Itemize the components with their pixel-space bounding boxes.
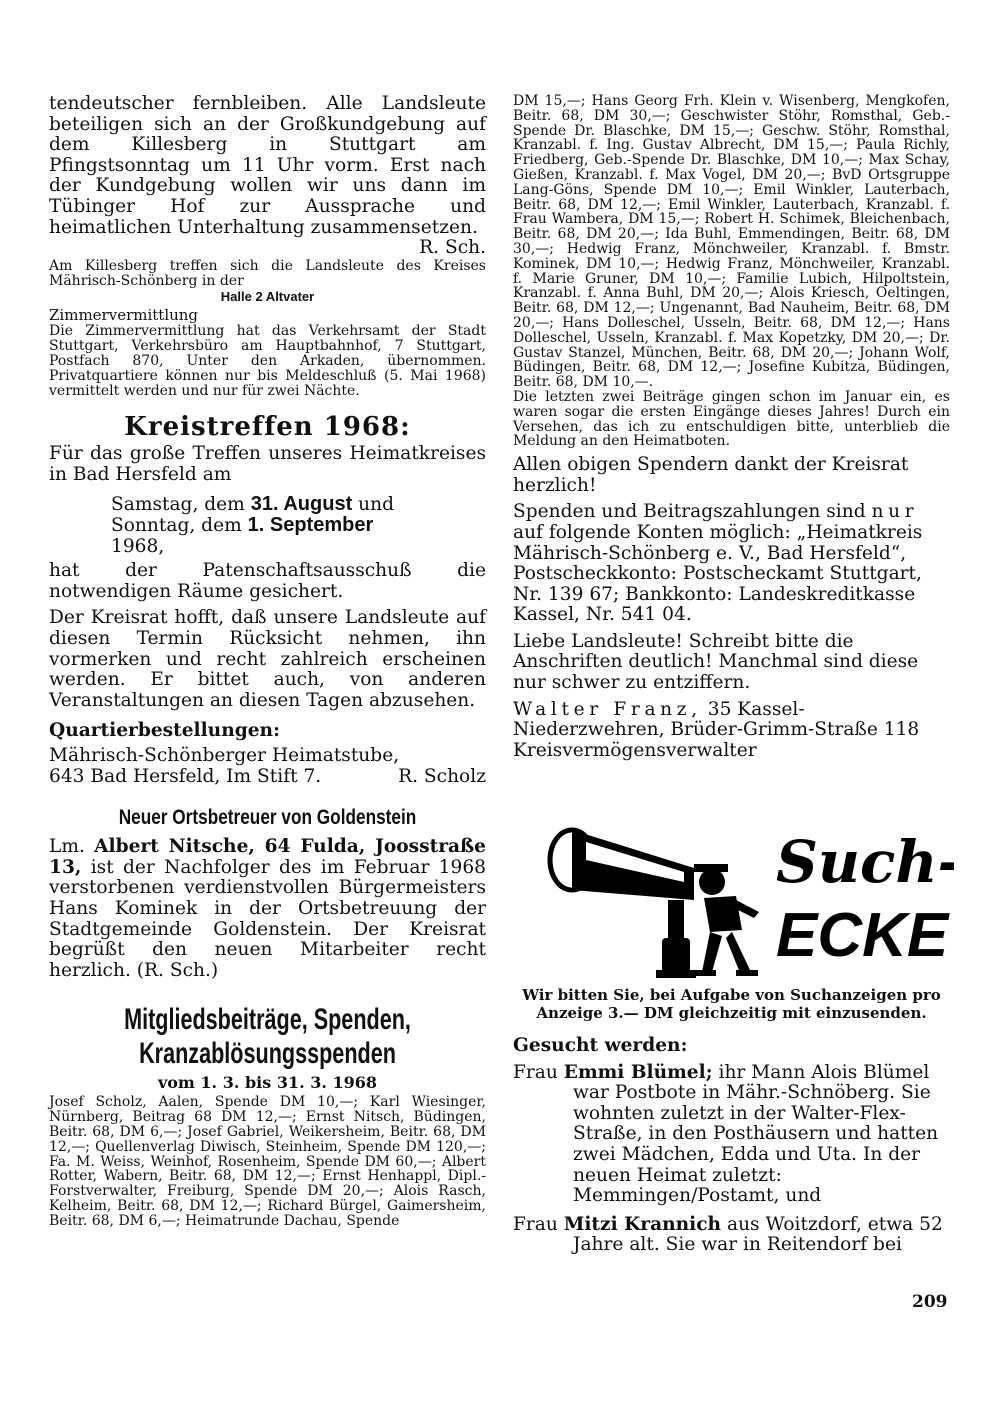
mitglied-heading-1: Mitgliedsbeiträge, Spenden, xyxy=(124,1003,411,1037)
stand-icon xyxy=(656,900,696,978)
person-2-name: Mitzi Krannich xyxy=(563,1213,722,1235)
person-1 xyxy=(513,1063,950,1207)
kreistreffen-heading: Kreistreffen 1968: xyxy=(124,412,411,443)
zimmer-heading: Zimmervermittlung xyxy=(49,306,199,325)
telescope-man-illustration xyxy=(544,820,954,982)
late-donations-note: Die letzten zwei Beiträge gingen schon im Januar ein, es waren sogar die ersten Eingänge dieses Jahres! Durch ein Versehen, das ich zu entschuldigen bitte, unterblieb die Meldung an den Heimatboten. xyxy=(513,388,950,450)
signature-rsch: R. Sch. xyxy=(419,237,486,259)
neuer-paragraph xyxy=(49,837,486,981)
person-2-text: aus Woitzdorf, etwa 52 Jahre alt. Sie war in Reitendorf bei xyxy=(573,1213,943,1256)
saturday-date: 31. August xyxy=(250,492,353,515)
halle-heading: Halle 2 Altvater xyxy=(220,289,315,305)
ad-ecke-text: ECKE xyxy=(776,901,949,970)
walter-paragraph xyxy=(513,700,950,741)
year-line: 1968, xyxy=(111,535,165,557)
gesucht-heading: Gesucht werden: xyxy=(513,1035,688,1056)
quartier-line2 xyxy=(49,767,486,788)
quartier-line1: Mährisch-Schönberger Heimatstube, xyxy=(49,745,400,767)
neuer-heading: Neuer Ortsbetreuer von Goldenstein xyxy=(118,806,417,830)
thanks-paragraph: Allen obigen Spendern dankt der Kreisrat herzlich! xyxy=(513,454,909,496)
konten-nur: nur xyxy=(871,501,919,523)
sunday-prefix: Sonntag, dem xyxy=(111,515,242,537)
person-1-text: ihr Mann Alois Blümel war Postbote in Mähr.-Schnöberg. Sie wohnten zuletzt in der Walter-Flex-Straße, in den Posthäusern und hatten zwei Mädchen, Edda und Uta. In der neuen Heimat zuletzt: Memmingen/Postamt, und xyxy=(573,1061,939,1207)
quartier-heading: Quartierbestellungen: xyxy=(49,720,280,742)
person-1-prefix: Frau xyxy=(513,1061,558,1083)
such-ecke-logo xyxy=(544,820,954,982)
right-column xyxy=(513,94,950,761)
ad-such-text: Such- xyxy=(776,828,954,896)
quartier-address: 643 Bad Hersfeld, Im Stift 7. xyxy=(49,765,322,787)
neuer-lm: Lm. xyxy=(49,836,85,858)
saturday-prefix: Samstag, dem xyxy=(111,493,245,515)
right-column-lower xyxy=(513,986,950,1256)
mitglied-heading-2: Kranzablösungsspenden xyxy=(139,1037,396,1071)
saturday-line xyxy=(111,494,486,516)
walter-title: Kreisvermögensverwalter xyxy=(513,739,757,761)
killesberg-text: Am Killesberg treffen sich die Landsleute des Kreises Mährisch-Schönberg in der xyxy=(49,257,486,289)
quartier-signature: R. Scholz xyxy=(398,765,486,787)
person-1-name: Emmi Blümel; xyxy=(563,1061,713,1083)
person-2-prefix: Frau xyxy=(513,1213,558,1235)
konten-paragraph xyxy=(513,502,950,626)
telescope-icon xyxy=(550,830,694,900)
person-2 xyxy=(513,1215,950,1256)
neuer-text: ist der Nachfolger des im Februar 1968 verstorbenen verdienstvollen Bürgermeisters Hans Kominek in der Ortsbetreuung der Stadtgemeinde Goldenstein. Der Kreisrat begrüßt den neuen Mitarbeiter recht herzlich. (R. Sch.) xyxy=(49,856,486,981)
kreistreffen-intro: Für das große Treffen unseres Heimatkreises in Bad Hersfeld am xyxy=(49,443,486,485)
konten-text: auf folgende Konten möglich: „Heimatkreis Mährisch-Schönberg e. V., Bad Hersfeld“, Postscheckkonto: Postscheckamt Stuttgart, Nr. 139 67; Bankkonto: Landeskreditkasse Kassel, Nr. 541 04. xyxy=(513,521,923,626)
saturday-suffix: und xyxy=(358,493,395,515)
page-number: 209 xyxy=(912,1292,948,1312)
konten-prefix: Spenden und Beitragszahlungen sind xyxy=(513,501,866,523)
liebe-paragraph: Liebe Landsleute! Schreibt bitte die Anschriften deutlich! Manchmal sind diese nur schwer zu entziffern. xyxy=(513,630,919,694)
left-column xyxy=(49,94,486,1229)
sunday-date: 1. September xyxy=(247,514,374,537)
kreistreffen-text3: Der Kreisrat hofft, daß unsere Landsleute auf diesen Termin Rücksicht nehmen, ihn vormerken und recht zahlreich erscheinen werden. Er bittet auch, von anderen Veranstaltungen an diesen Tagen abzusehen. xyxy=(49,607,486,711)
sunday-line xyxy=(111,515,486,537)
kreistreffen-text2: hat der Patenschaftsausschuß die notwendigen Räume gesichert. xyxy=(49,560,486,602)
mitglied-subheading: vom 1. 3. bis 31. 3. 1968 xyxy=(157,1073,378,1093)
ad-note: Wir bitten Sie, bei Aufgabe von Suchanzeigen pro Anzeige 3.— DM gleichzeitig mit einzusenden. xyxy=(522,986,941,1022)
mitglied-donor-list: Josef Scholz, Aalen, Spende DM 10,—; Karl Wiesinger, Nürnberg, Beitrag 68 DM 12,—; Ernst Nitsch, Büdingen, Beitr. 68, DM 6,—; Josef Gabriel, Weikersheim, Beitr. 68, DM 12,—; Quellenverlag Diwisch, Steinheim, Spende DM 120,—; Fa. M. Weiss, Weinhof, Rosenheim, Spende DM 60,—; Albert Rotter, Wabern, Beitr. 68, DM 12,—; Ernst Henhappl, Dipl.-Forstverwalter, Freiburg, Spende DM 20,—; Alois Rasch, Kelheim, Beitr. 68, DM 12,—; Richard Bürgel, Gaimersheim, Beitr. 68, DM 6,—; Heimatrunde Dachau, Spende xyxy=(49,1094,486,1229)
walter-address: 35 Kassel-Niederzwehren, Brüder-Grimm-Straße 118 xyxy=(513,698,920,741)
zimmer-text: Die Zimmervermittlung hat das Verkehrsamt der Stadt Stuttgart, Verkehrsbüro am Hauptbahnhof, 7 Stuttgart, Postfach 870, Unter den Arkaden, übernommen. Privatquartiere können nur bis Meldeschluß (5. Mai 1968) vermittelt werden und nur für zwei Nächte. xyxy=(49,323,486,399)
intro-paragraph: tendeutscher fernbleiben. Alle Landsleute beteiligen sich an der Großkundgebung auf dem Killesberg in Stuttgart am Pfingstsonntag um 11 Uhr vorm. Erst nach der Kundgebung wollen wir uns dann im Tübinger Hof zur Aussprache und heimatlichen Unterhaltung zusammensetzen. xyxy=(49,93,486,238)
man-figure xyxy=(694,864,759,976)
date-block xyxy=(49,494,486,558)
walter-name: Walter Franz, xyxy=(513,698,702,720)
donor-list-continued: DM 15,—; Hans Georg Frh. Klein v. Wisenberg, Mengkofen, Beitr. 68, DM 30,—; Geschwister Stöhr, Romsthal, Geb.-Spende Dr. Blaschke, DM 15,—; Geschw. Stöhr, Romsthal, Kranzabl. f. Ing. Gustav Albrecht, DM 15,—; Paula Richly, Friedberg, Geb.-Spende Dr. Blaschke, DM 10,—; Max Schay, Gießen, Kranzabl. f. Max Vogel, DM 20,—; BvD Ortsgruppe Lang-Göns, Spende DM 10,—; Emil Winkler, Lauterbach, Beitr. 68, DM 12,—; Emil Winkler, Lauterbach, Kranzabl. f. Frau Wambera, DM 15,—; Robert H. Schimek, Bleichenbach, Beitr. 68, DM 20,—; Ida Buhl, Emmendingen, Beitr. 68, DM 30,—; Hedwig Franz, Mönchweiler, Kranzabl. f. Bmstr. Kominek, DM 10,—; Hedwig Franz, Mönchweiler, Kranzabl. f. Marie Gruner, DM 10,—; Familie Lubich, Hilpoltstein, Kranzabl. f. Anna Buhl, DM 20,—; Alois Kriesch, Oeltingen, Beitr. 68, DM 12,—; Ungenannt, Bad Nauheim, Beitr. 68, DM 20,—; Hans Dolleschel, Usseln, Beitr. 68, DM 12,—; Hans Dolleschel, Usseln, Kranzabl. f. Max Kopetzky, DM 20,—; Dr. Gustav Stanzel, München, Beitr. 68, DM 20,—; Johann Wolf, Büdingen, Beitr. 68, DM 12,—; Josefine Kubitza, Büdingen, Beitr. 68, DM 10,—. xyxy=(513,93,950,391)
neuer-name: Albert Nitsche, 64 Fulda, Joosstraße 13, xyxy=(49,836,487,878)
